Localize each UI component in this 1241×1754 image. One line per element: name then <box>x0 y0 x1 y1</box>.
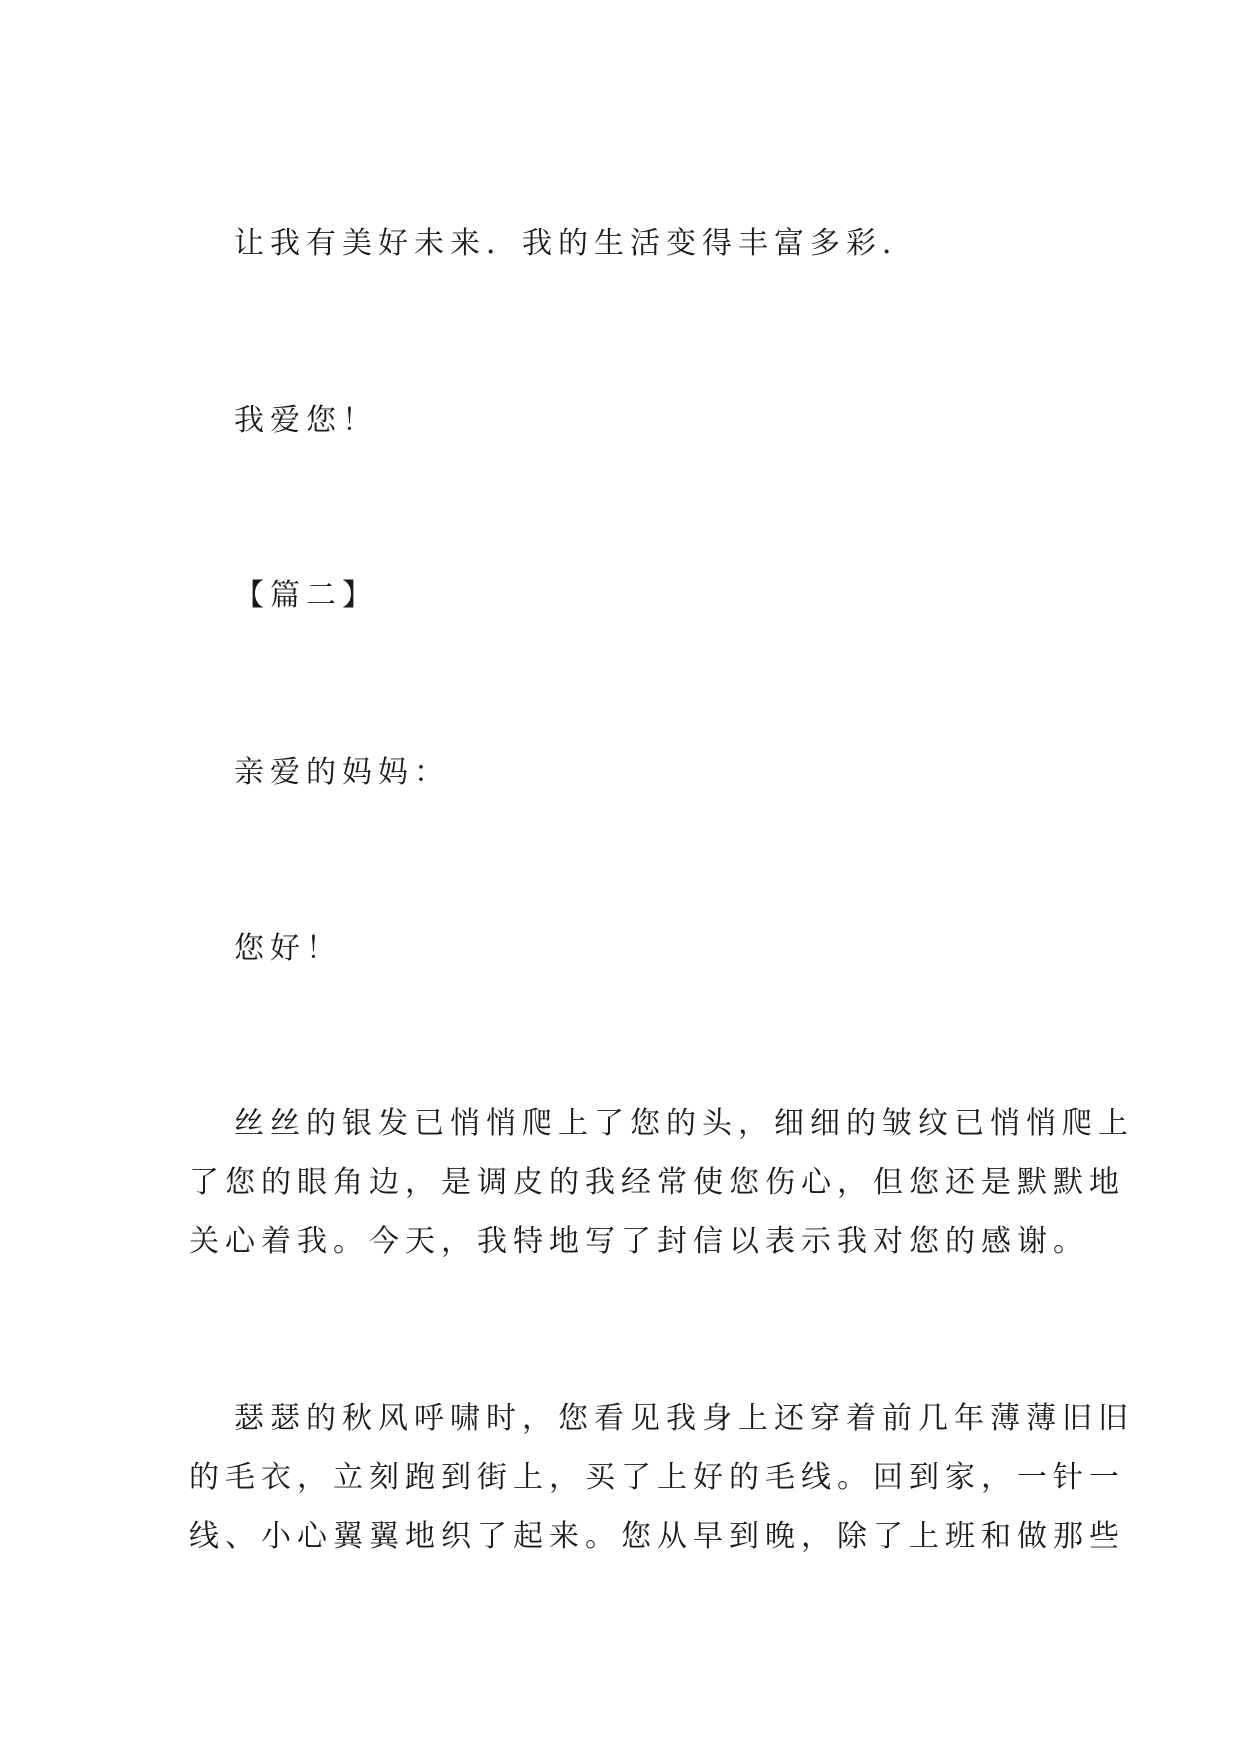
section-heading: 【篇二】 <box>234 578 378 613</box>
paragraph-2-line-3: 线、小心翼翼地织了起来。您从早到晚，除了上班和做那些 <box>189 1519 1125 1554</box>
paragraph-1-line-2: 了您的眼角边，是调皮的我经常使您伤心，但您还是默默地 <box>189 1165 1125 1200</box>
greeting: 您好！ <box>234 931 342 966</box>
text-line-future: 让我有美好未来．我的生活变得丰富多彩． <box>234 226 918 261</box>
paragraph-1-line-3: 关心着我。今天，我特地写了封信以表示我对您的感谢。 <box>189 1224 1089 1259</box>
paragraph-1-line-1: 丝丝的银发已悄悄爬上了您的头，细细的皱纹已悄悄爬上 <box>234 1106 1134 1141</box>
paragraph-2-line-2: 的毛衣，立刻跑到街上，买了上好的毛线。回到家，一针一 <box>189 1460 1125 1495</box>
salutation: 亲爱的妈妈： <box>234 755 450 790</box>
text-line-love: 我爱您！ <box>234 403 378 438</box>
paragraph-2-line-1: 瑟瑟的秋风呼啸时，您看见我身上还穿着前几年薄薄旧旧 <box>234 1401 1134 1436</box>
